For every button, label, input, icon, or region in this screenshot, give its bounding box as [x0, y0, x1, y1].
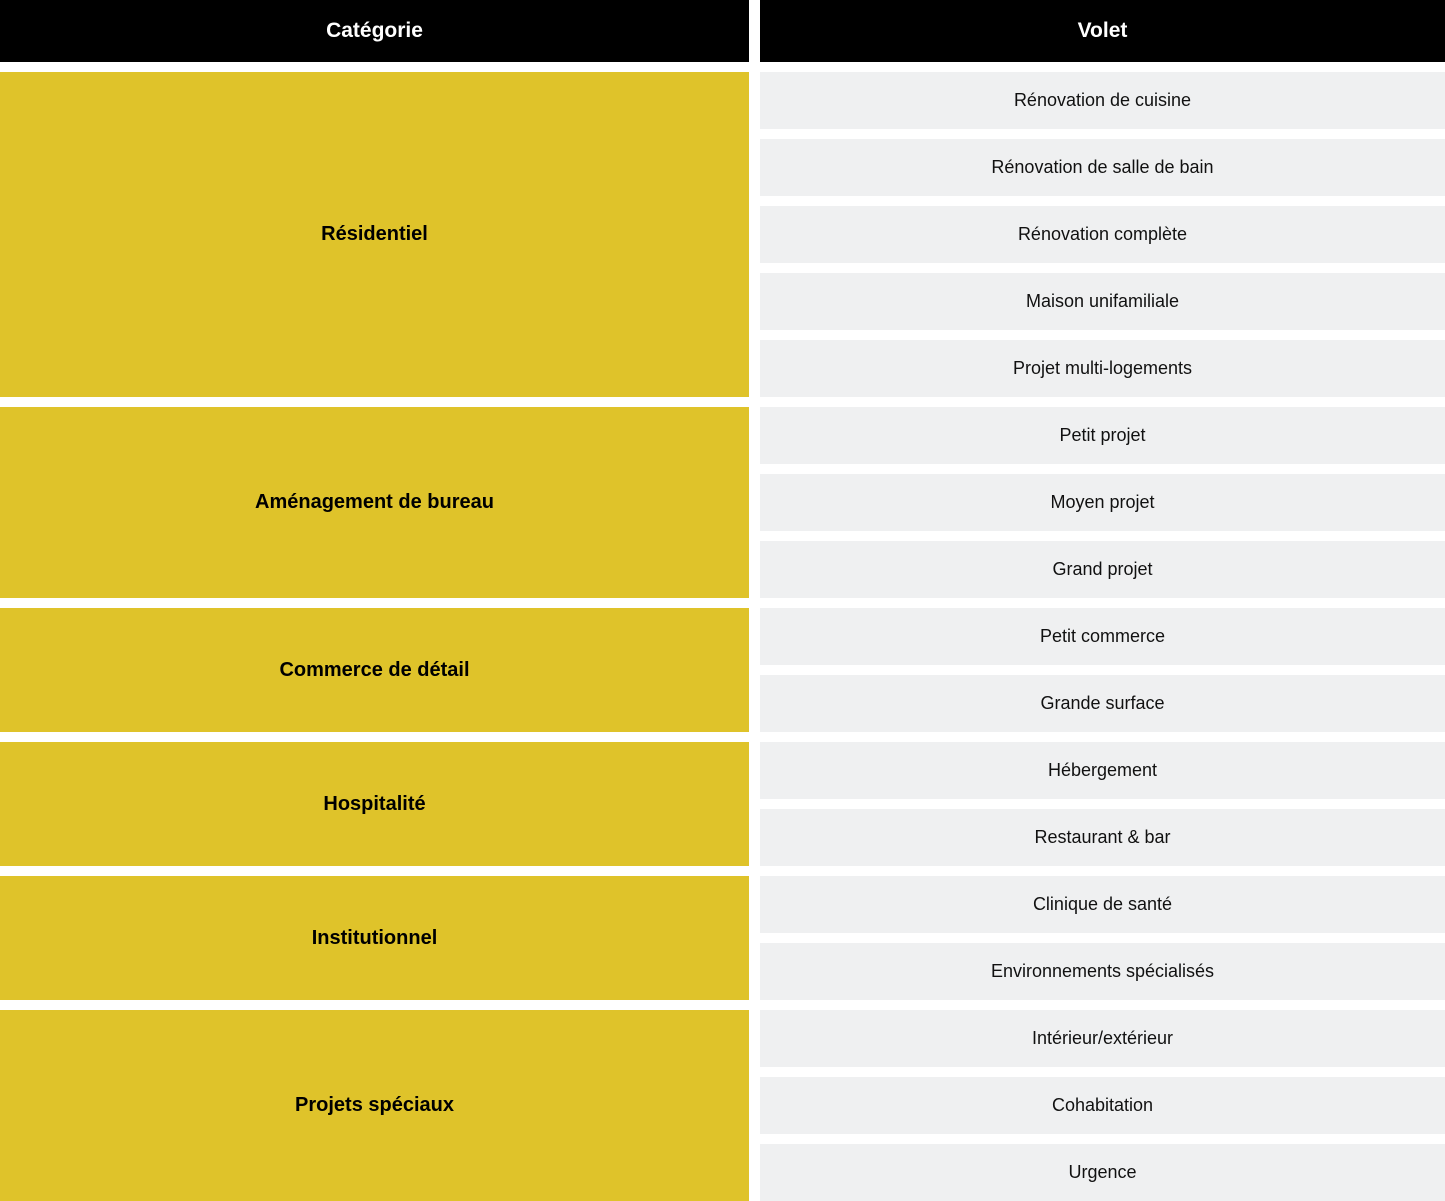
category-cell: Projets spéciaux — [0, 1010, 749, 1201]
volet-cell: Grand projet — [760, 541, 1445, 598]
volet-cell: Grande surface — [760, 675, 1445, 732]
volet-cell: Restaurant & bar — [760, 809, 1445, 866]
volet-cell: Petit projet — [760, 407, 1445, 464]
table-row-group — [0, 742, 1445, 866]
table-row-group — [0, 1010, 1445, 1201]
volet-cell: Rénovation de salle de bain — [760, 139, 1445, 196]
header-volet: Volet — [760, 0, 1445, 62]
category-cell: Résidentiel — [0, 72, 749, 397]
volet-cell: Environnements spécialisés — [760, 943, 1445, 1000]
volet-list — [760, 407, 1445, 598]
category-cell: Commerce de détail — [0, 608, 749, 732]
volet-cell: Cohabitation — [760, 1077, 1445, 1134]
volet-cell: Maison unifamiliale — [760, 273, 1445, 330]
volet-list — [760, 876, 1445, 1000]
volet-list — [760, 608, 1445, 732]
volet-cell: Rénovation complète — [760, 206, 1445, 263]
table-row-group — [0, 72, 1445, 397]
volet-cell: Petit commerce — [760, 608, 1445, 665]
category-cell: Aménagement de bureau — [0, 407, 749, 598]
volet-cell: Intérieur/extérieur — [760, 1010, 1445, 1067]
volet-list — [760, 72, 1445, 397]
volet-cell: Rénovation de cuisine — [760, 72, 1445, 129]
table-row-group — [0, 876, 1445, 1000]
column-divider — [749, 0, 760, 62]
category-cell: Institutionnel — [0, 876, 749, 1000]
volet-list — [760, 742, 1445, 866]
header-category: Catégorie — [0, 0, 749, 62]
table-row-group — [0, 608, 1445, 732]
volet-cell: Urgence — [760, 1144, 1445, 1201]
volet-cell: Moyen projet — [760, 474, 1445, 531]
table-header — [0, 0, 1445, 62]
volet-cell: Projet multi-logements — [760, 340, 1445, 397]
volet-list — [760, 1010, 1445, 1201]
volet-cell: Hébergement — [760, 742, 1445, 799]
category-cell: Hospitalité — [0, 742, 749, 866]
volet-cell: Clinique de santé — [760, 876, 1445, 933]
table-row-group — [0, 407, 1445, 598]
